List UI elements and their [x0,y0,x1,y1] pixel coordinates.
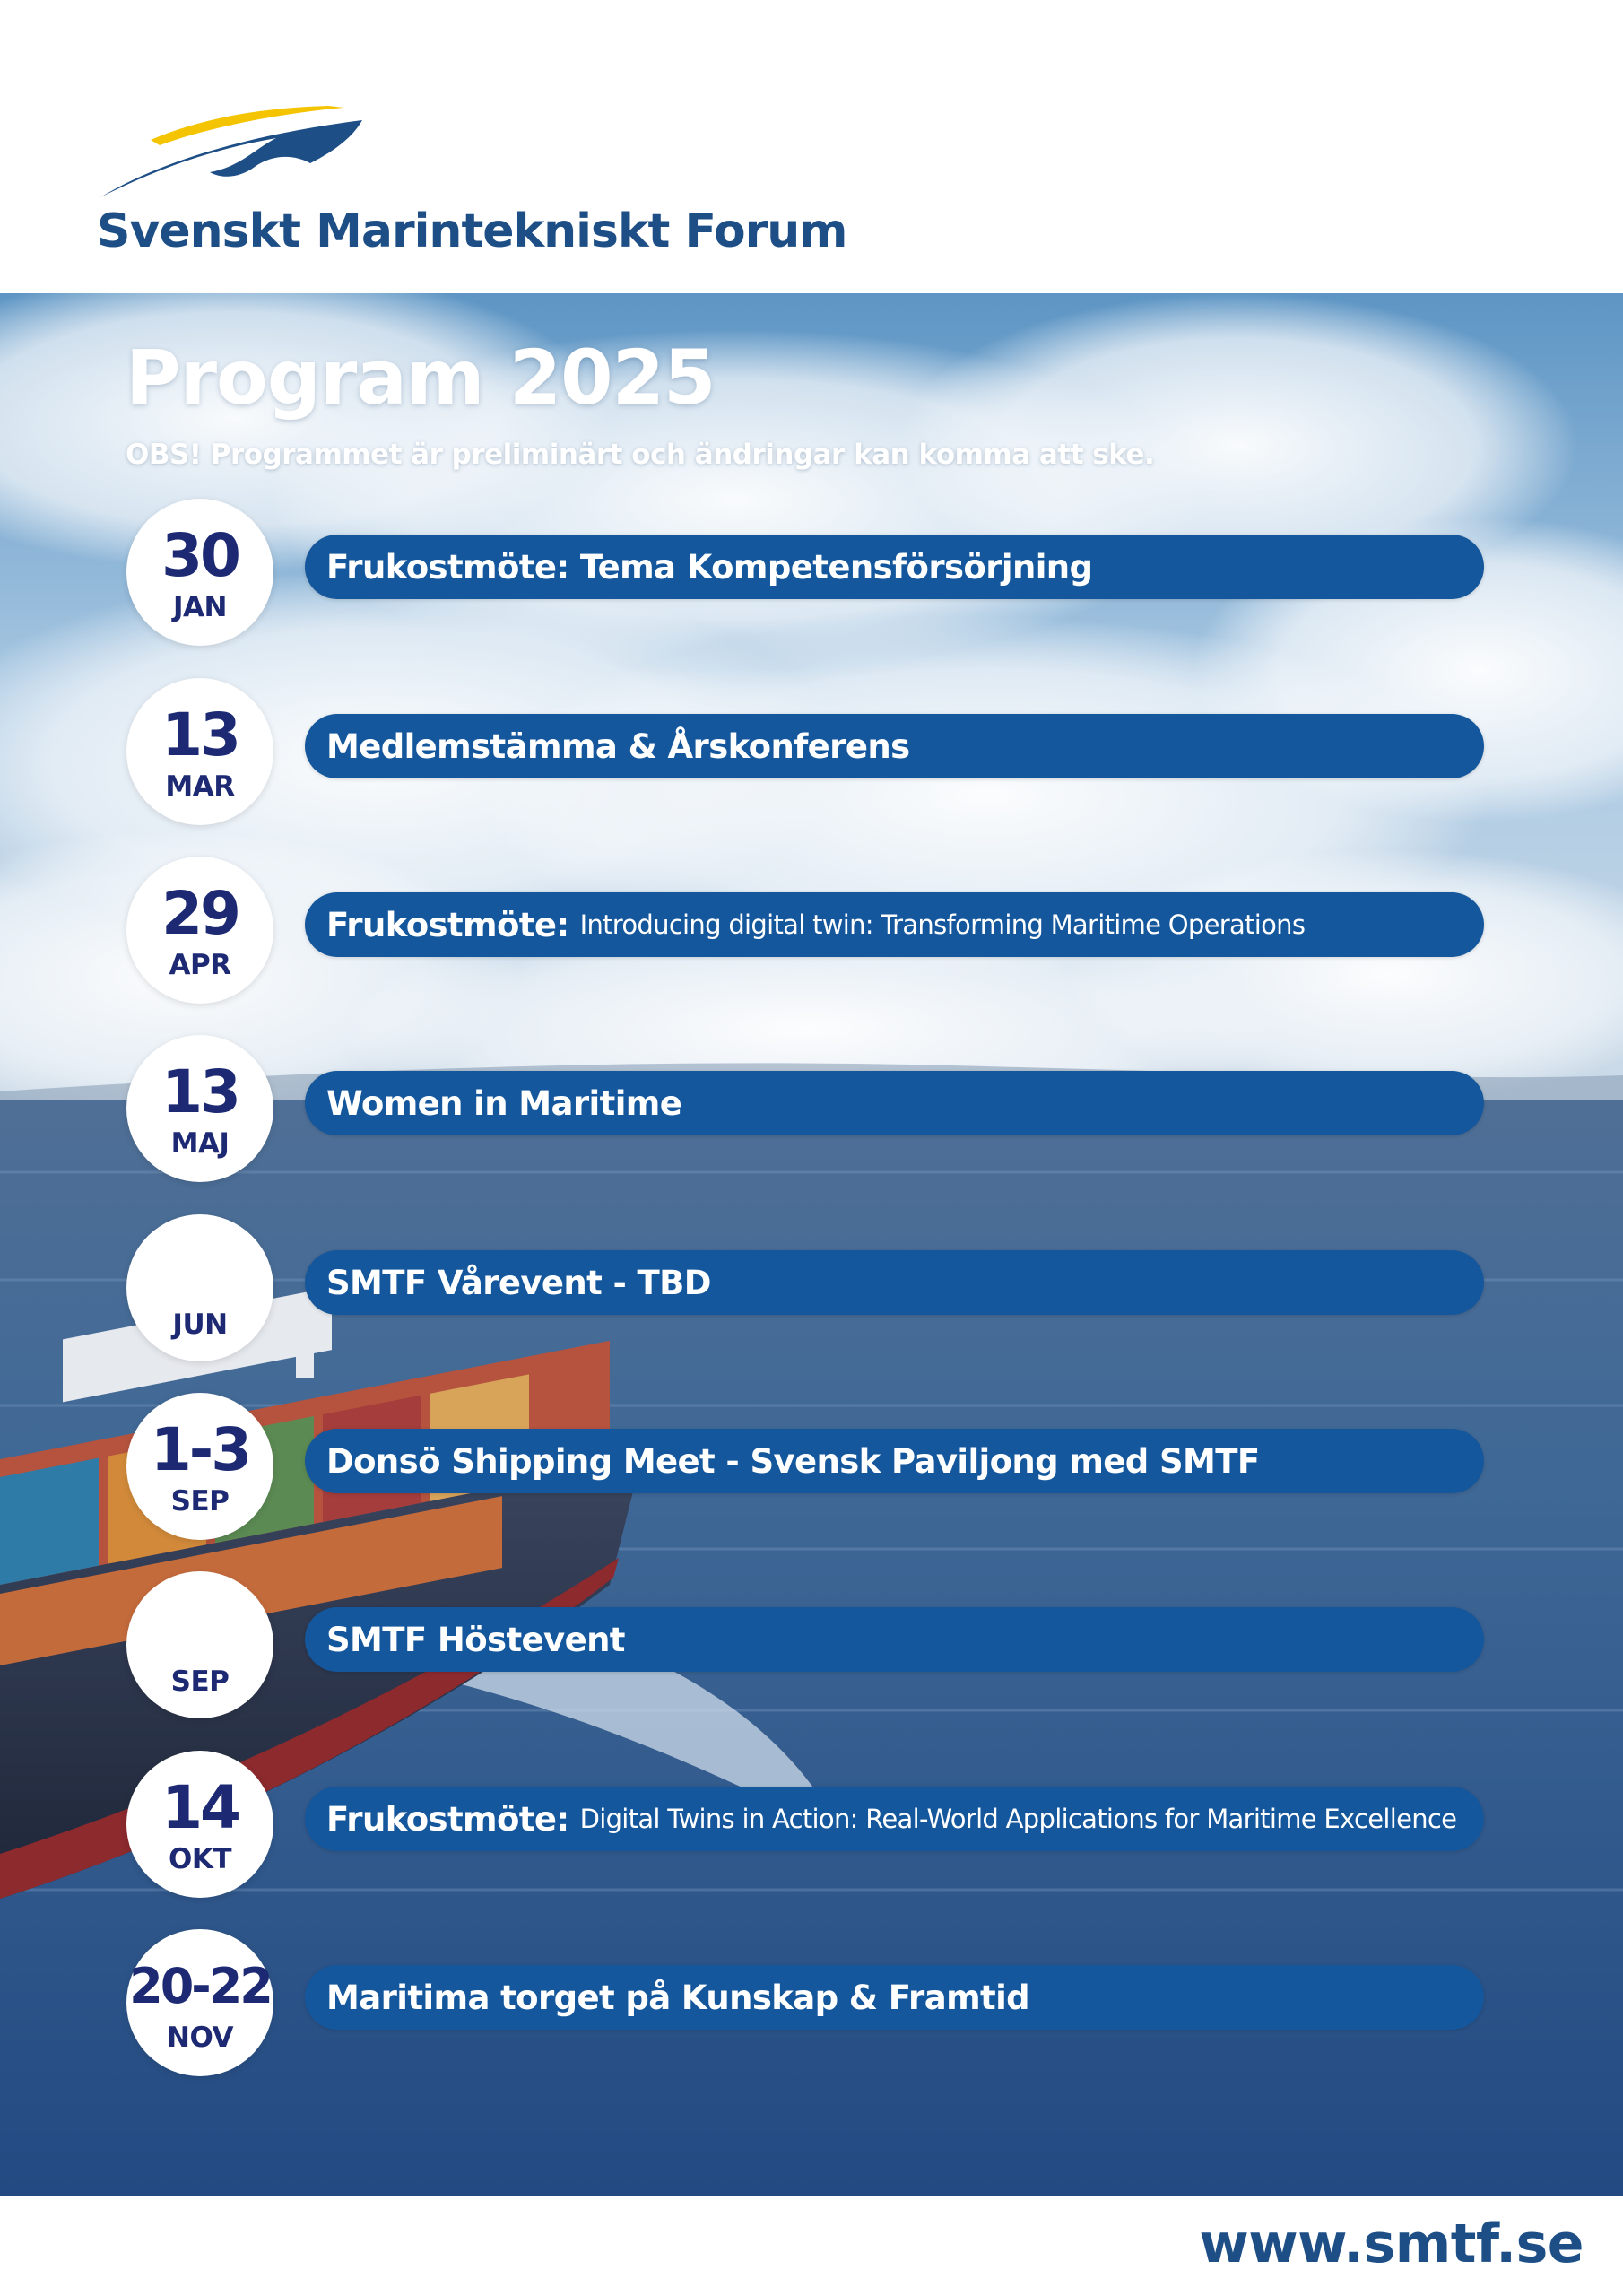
event-month: MAR [165,770,235,803]
organization-name: Svenskt Marintekniskt Forum [97,204,847,258]
event-title: SMTF Höstevent [326,1620,625,1659]
event-month: NOV [167,2022,233,2054]
event-month: JAN [173,591,227,623]
date-badge [126,1571,273,1718]
event-month: SEP [170,1485,230,1518]
event-day: 29 [161,879,239,948]
event-day: 1-3 [150,1415,250,1484]
event-title-bar [305,535,1484,599]
event-title: Frukostmöte: Tema Kompetensförsörjning [326,547,1093,587]
event-title-bar [305,714,1484,778]
date-badge [126,1214,273,1361]
event-title-bar [305,1787,1484,1851]
event-month: APR [169,949,231,981]
date-badge [126,1035,273,1182]
event-row [0,678,1623,831]
event-title: Medlemstämma & Årskonferens [326,726,910,766]
event-title-bar [305,1965,1484,2030]
event-day: 13 [161,1057,239,1126]
event-title-bar [305,892,1484,957]
event-row [0,499,1623,651]
event-title: Maritima torget på Kunskap & Framtid [326,1978,1030,2017]
event-subtitle: Introducing digital twin: Transforming Maritime Operations [579,909,1306,940]
event-day: 13 [161,700,239,770]
date-badge [126,1929,273,2076]
date-badge [126,678,273,825]
event-month: OKT [168,1843,232,1875]
date-badge [126,1393,273,1540]
event-month: JUN [172,1309,228,1341]
event-day: 14 [161,1773,239,1842]
event-day: 30 [161,521,239,590]
event-month: SEP [170,1665,230,1698]
event-row [0,1214,1623,1367]
event-row [0,1751,1623,1903]
event-title-bar [305,1607,1484,1672]
event-row [0,1929,1623,2082]
event-title: Women in Maritime [326,1083,682,1123]
event-title: Donsö Shipping Meet - Svensk Paviljong med SMTF [326,1441,1260,1481]
event-title: Frukostmöte: [326,1799,569,1839]
event-title-bar [305,1429,1484,1493]
website-link[interactable]: www.smtf.se [1199,2213,1584,2275]
event-title: SMTF Vårevent - TBD [326,1263,711,1302]
preliminary-notice: OBS! Programmet är preliminärt och ändringar kan komma att ske. [126,439,1155,471]
header [0,0,1623,293]
date-badge [126,499,273,646]
event-subtitle: Digital Twins in Action: Real-World Applications for Maritime Excellence [579,1804,1457,1834]
event-title: Frukostmöte: [326,905,569,944]
event-day: 20-22 [129,1958,271,2014]
event-title-bar [305,1250,1484,1315]
event-row [0,1035,1623,1187]
event-title-bar [305,1071,1484,1135]
event-month: MAJ [170,1127,230,1160]
date-badge [126,857,273,1004]
event-row [0,1393,1623,1545]
date-badge [126,1751,273,1898]
event-row [0,1571,1623,1724]
footer [0,2196,1623,2296]
smtf-logo-icon [97,100,366,201]
hero-section [0,293,1623,2196]
program-title: Program 2025 [126,334,716,422]
event-row [0,857,1623,1009]
